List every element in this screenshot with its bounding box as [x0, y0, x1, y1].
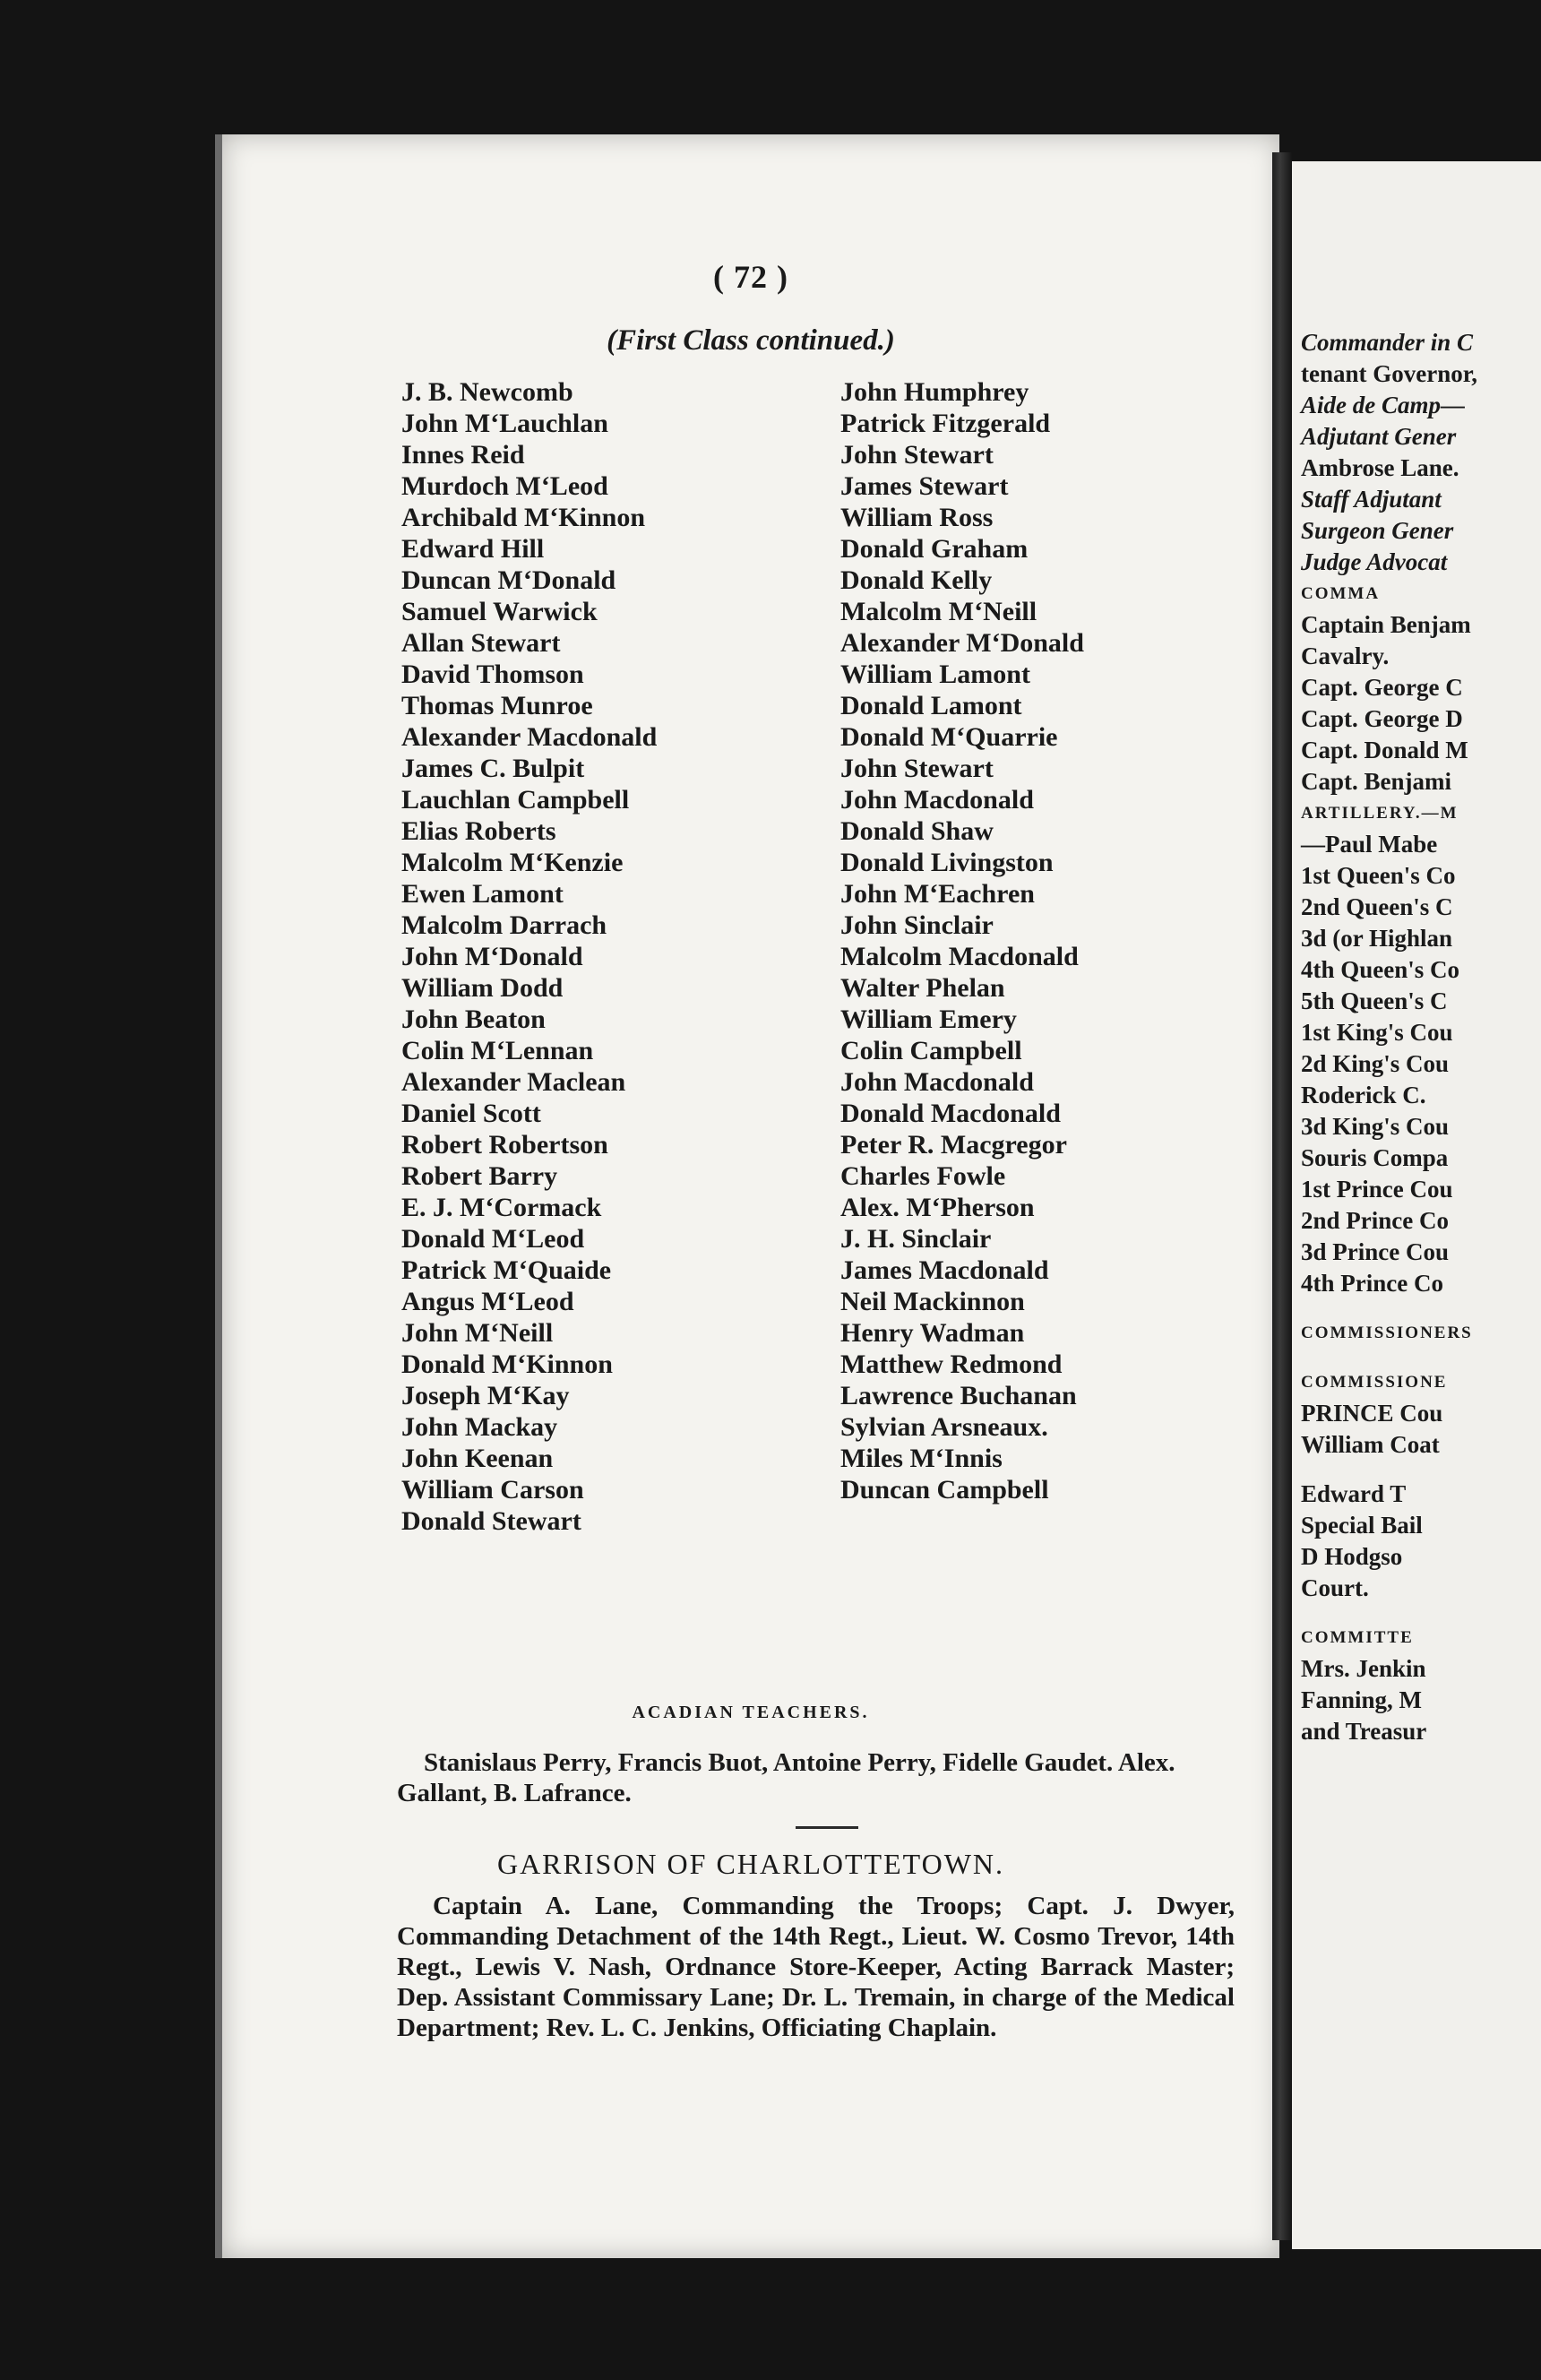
name-entry: Donald M‘Quarrie: [840, 722, 1058, 752]
name-entry: Innes Reid: [401, 440, 525, 470]
facing-page-line: COMMITTE: [1301, 1628, 1414, 1647]
facing-page-line: COMMISSIONE: [1301, 1373, 1448, 1392]
name-entry: Duncan M‘Donald: [401, 565, 616, 595]
name-entry: Donald Livingston: [840, 848, 1054, 877]
name-entry: Robert Robertson: [401, 1130, 608, 1160]
facing-page-line: 3d (or Highlan: [1301, 925, 1453, 952]
name-entry: Allan Stewart: [401, 628, 561, 658]
facing-page-line: PRINCE Cou: [1301, 1400, 1443, 1427]
garrison-heading: GARRISON OF CHARLOTTETOWN.: [496, 1848, 1005, 1880]
names-column-right: [840, 376, 1270, 1505]
name-entry: Donald M‘Kinnon: [401, 1350, 613, 1379]
name-entry: Malcolm Darrach: [401, 910, 607, 940]
name-entry: John Sinclair: [840, 910, 994, 940]
book-page-right-partial: [1292, 161, 1541, 2249]
facing-page-line: Capt. George D: [1301, 705, 1463, 732]
facing-page-line: tenant Governor,: [1301, 360, 1477, 387]
facing-page-line: Judge Advocat: [1301, 548, 1448, 575]
name-entry: Lauchlan Campbell: [401, 785, 630, 815]
facing-page-line: Fanning, M: [1301, 1686, 1423, 1713]
name-entry: Lawrence Buchanan: [840, 1381, 1077, 1410]
facing-page-line: 3d Prince Cou: [1301, 1238, 1449, 1265]
facing-page-line: Mrs. Jenkin: [1301, 1655, 1426, 1682]
facing-page-line: Surgeon Gener: [1301, 517, 1454, 544]
facing-page-line: —Paul Mabe: [1301, 831, 1438, 858]
name-entry: John Macdonald: [840, 1067, 1034, 1097]
name-entry: William Lamont: [840, 660, 1030, 689]
facing-page-line: 5th Queen's C: [1301, 987, 1448, 1014]
name-entry: Colin Campbell: [840, 1036, 1022, 1065]
name-entry: Walter Phelan: [840, 973, 1005, 1003]
name-entry: Donald Lamont: [840, 691, 1022, 720]
name-entry: Charles Fowle: [840, 1161, 1006, 1191]
name-entry: Ewen Lamont: [401, 879, 564, 909]
name-entry: John Mackay: [401, 1412, 558, 1442]
facing-page-line: COMMA: [1301, 584, 1381, 603]
facing-page-line: 1st Queen's Co: [1301, 862, 1456, 889]
facing-page-line: ARTILLERY.—M: [1301, 804, 1459, 823]
name-entry: Miles M‘Innis: [840, 1444, 1003, 1473]
name-entry: David Thomson: [401, 660, 584, 689]
name-entry: John M‘Lauchlan: [401, 409, 608, 438]
name-entry: Sylvian Arsneaux.: [840, 1412, 1048, 1442]
name-entry: John Stewart: [840, 754, 994, 783]
name-entry: Alex. M‘Pherson: [840, 1193, 1035, 1222]
facing-page-line: Court.: [1301, 1574, 1369, 1601]
name-entry: Neil Mackinnon: [840, 1287, 1025, 1316]
facing-page-line: Capt. Donald M: [1301, 737, 1468, 763]
name-entry: Malcolm M‘Kenzie: [401, 848, 624, 877]
facing-page-line: William Coat: [1301, 1431, 1440, 1458]
facing-page-line: COMMISSIONERS: [1301, 1324, 1473, 1342]
facing-page-line: Adjutant Gener: [1301, 423, 1457, 450]
facing-page-line: 3d King's Cou: [1301, 1113, 1450, 1140]
facing-page-line: Commander in C: [1301, 329, 1474, 356]
name-entry: Malcolm M‘Neill: [840, 597, 1037, 626]
name-entry: William Emery: [840, 1005, 1017, 1034]
names-column-left: [401, 376, 831, 1537]
facing-page-line: 2nd Queen's C: [1301, 893, 1453, 920]
name-entry: Alexander Macdonald: [401, 722, 658, 752]
name-entry: Elias Roberts: [401, 816, 556, 846]
facing-page-line: 2d King's Cou: [1301, 1050, 1450, 1077]
name-entry: Donald Shaw: [840, 816, 994, 846]
name-entry: E. J. M‘Cormack: [401, 1193, 602, 1222]
facing-page-line: 4th Prince Co: [1301, 1270, 1443, 1297]
facing-page-line: Staff Adjutant: [1301, 486, 1442, 513]
facing-page-line: 1st Prince Cou: [1301, 1176, 1453, 1203]
name-entry: John Keenan: [401, 1444, 554, 1473]
name-entry: Henry Wadman: [840, 1318, 1025, 1348]
name-entry: John M‘Donald: [401, 942, 583, 971]
section-subtitle: (First Class continued.): [607, 324, 895, 357]
name-entry: Samuel Warwick: [401, 597, 598, 626]
book-page-left: [215, 134, 1279, 2258]
name-entry: William Dodd: [401, 973, 564, 1003]
name-entry: Donald Kelly: [840, 565, 993, 595]
facing-page-line: Ambrose Lane.: [1301, 454, 1459, 481]
name-entry: Alexander M‘Donald: [840, 628, 1084, 658]
facing-page-line: Roderick C.: [1301, 1082, 1426, 1108]
name-entry: Angus M‘Leod: [401, 1287, 574, 1316]
acadian-teachers-heading: ACADIAN TEACHERS.: [632, 1703, 870, 1722]
name-entry: Colin M‘Lennan: [401, 1036, 594, 1065]
name-entry: Donald Macdonald: [840, 1099, 1061, 1128]
name-entry: John Humphrey: [840, 377, 1029, 407]
name-entry: James C. Bulpit: [401, 754, 585, 783]
name-entry: Patrick Fitzgerald: [840, 409, 1051, 438]
facing-page-line: Captain Benjam: [1301, 611, 1471, 638]
name-entry: John Macdonald: [840, 785, 1034, 815]
name-entry: Robert Barry: [401, 1161, 558, 1191]
name-entry: J. B. Newcomb: [401, 377, 573, 407]
name-entry: Archibald M‘Kinnon: [401, 503, 646, 532]
facing-page-line: Souris Compa: [1301, 1144, 1449, 1171]
garrison-paragraph: Captain A. Lane, Commanding the Troops; Capt. J. Dwyer, Commanding Detachment of the 14th Regt., Lieut. W. Cosmo Trevor, 14th Regt., Lewis V. Nash, Ordnance Store-Keeper, Acting Barrack Master; Dep. Assistant Commissary Lane; Dr. L. Tremain, in charge of the Medical Department; Rev. L. C. Jenkins, Officiating Chaplain.: [397, 1892, 1235, 2042]
name-entry: William Ross: [840, 503, 994, 532]
name-entry: Donald M‘Leod: [401, 1224, 585, 1254]
facing-page-line: 4th Queen's Co: [1301, 956, 1460, 983]
name-entry: John Stewart: [840, 440, 994, 470]
name-entry: Edward Hill: [401, 534, 545, 564]
name-entry: Joseph M‘Kay: [401, 1381, 570, 1410]
name-entry: J. H. Sinclair: [840, 1224, 992, 1254]
name-entry: Alexander Maclean: [401, 1067, 626, 1097]
facing-page-line: and Treasur: [1301, 1718, 1427, 1745]
acadian-teachers-list: Stanislaus Perry, Francis Buot, Antoine Perry, Fidelle Gaudet. Alex. Gallant, B. Lafrance.: [397, 1748, 1175, 1807]
name-entry: Murdoch M‘Leod: [401, 471, 608, 501]
facing-page-line: Aide de Camp—: [1301, 392, 1465, 418]
section-divider: [796, 1826, 858, 1829]
name-entry: Daniel Scott: [401, 1099, 541, 1128]
facing-page-line: Cavalry.: [1301, 642, 1390, 669]
name-entry: Thomas Munroe: [401, 691, 593, 720]
page-number: ( 72 ): [713, 259, 788, 295]
name-entry: Donald Stewart: [401, 1506, 581, 1536]
facing-page-line: D Hodgso: [1301, 1543, 1403, 1570]
name-entry: John Beaton: [401, 1005, 546, 1034]
name-entry: Patrick M‘Quaide: [401, 1255, 612, 1285]
facing-page-line: Edward T: [1301, 1480, 1407, 1507]
facing-page-line: Capt. George C: [1301, 674, 1463, 701]
name-entry: Peter R. Macgregor: [840, 1130, 1067, 1160]
facing-page-line: 1st King's Cou: [1301, 1019, 1453, 1046]
facing-page-line: Capt. Benjami: [1301, 768, 1451, 795]
facing-page-line: Special Bail: [1301, 1512, 1423, 1539]
name-entry: Malcolm Macdonald: [840, 942, 1079, 971]
book-gutter: [1272, 152, 1292, 2240]
name-entry: Duncan Campbell: [840, 1475, 1049, 1505]
name-entry: Donald Graham: [840, 534, 1029, 564]
name-entry: William Carson: [401, 1475, 584, 1505]
name-entry: Matthew Redmond: [840, 1350, 1063, 1379]
name-entry: James Macdonald: [840, 1255, 1049, 1285]
facing-page-lines: [1301, 327, 1477, 1747]
name-entry: John M‘Neill: [401, 1318, 554, 1348]
name-entry: John M‘Eachren: [840, 879, 1035, 909]
facing-page-line: 2nd Prince Co: [1301, 1207, 1449, 1234]
name-entry: James Stewart: [840, 471, 1009, 501]
